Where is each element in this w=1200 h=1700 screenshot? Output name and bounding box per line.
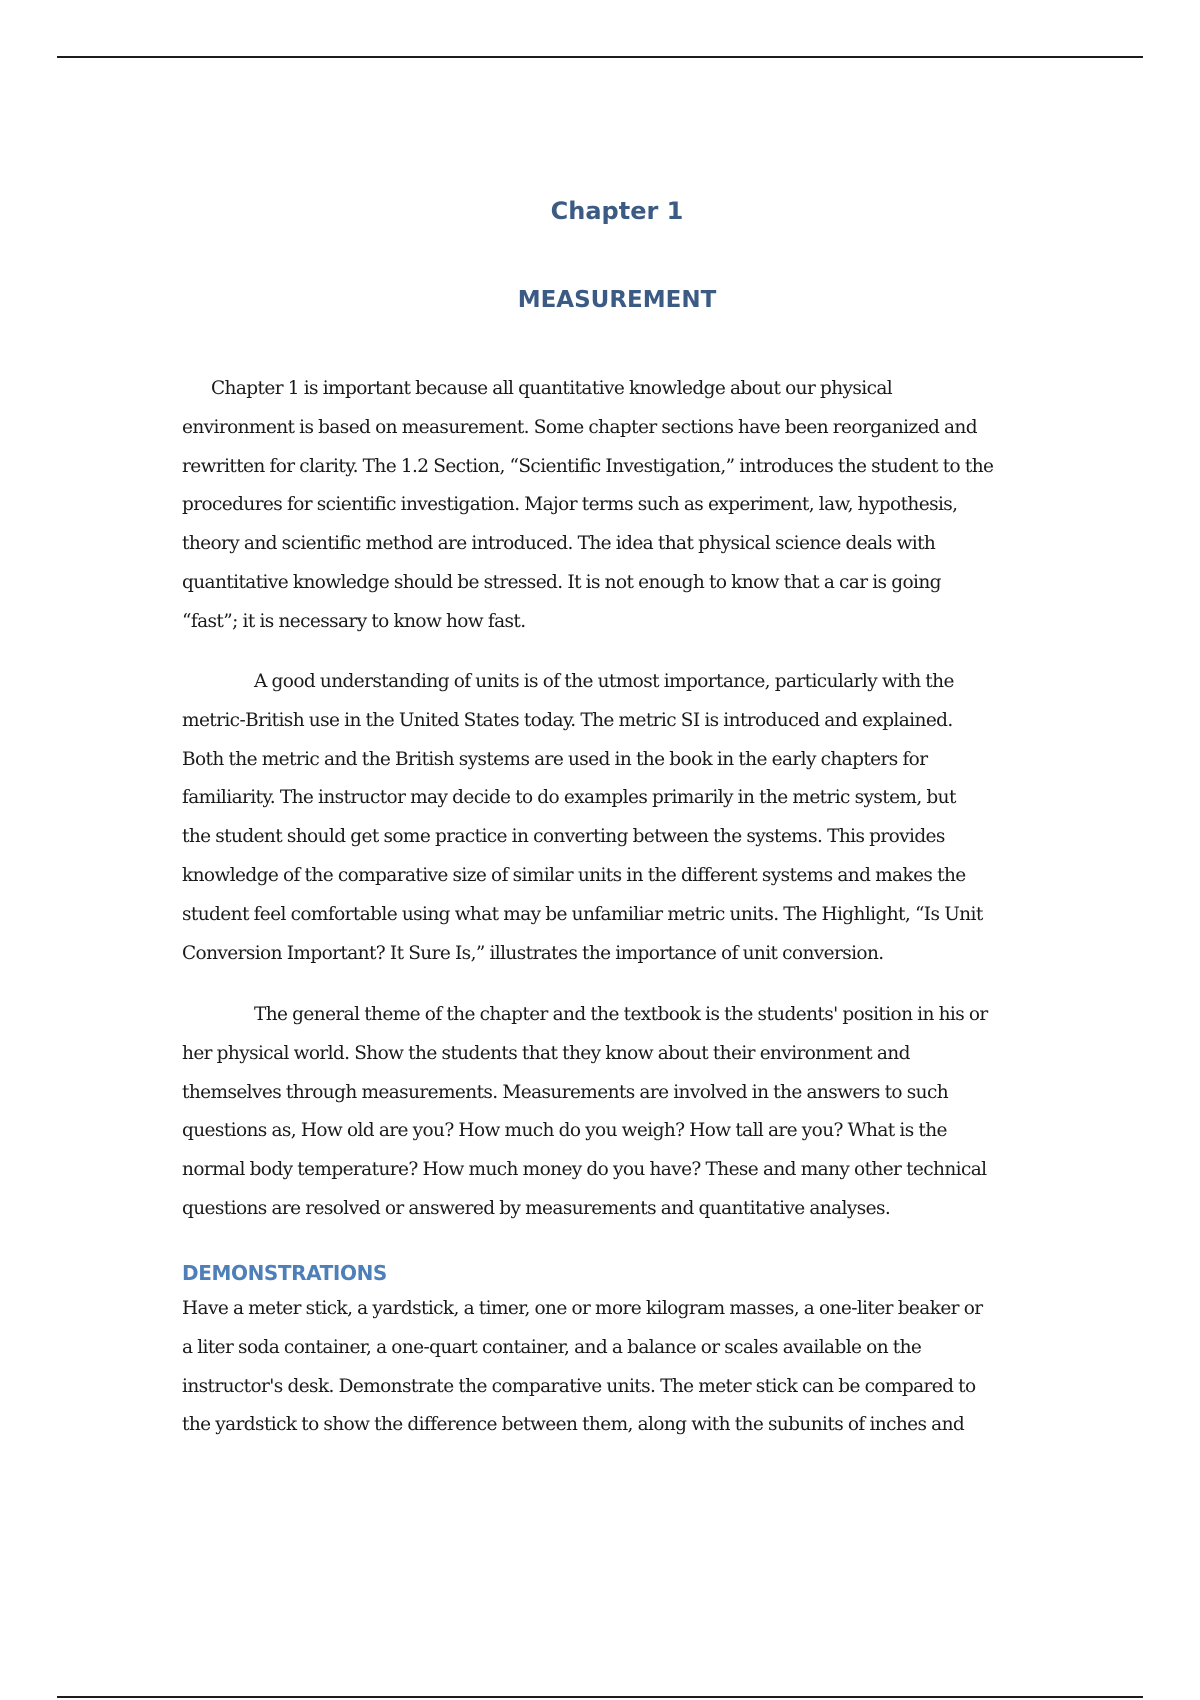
text-line: her physical world. Show the students that they know about their environment and [182, 1042, 910, 1064]
body-paragraph-3 [182, 996, 1062, 1229]
text-line: normal body temperature? How much money do you have? These and many other technical [182, 1159, 987, 1181]
text-line: “fast”; it is necessary to know how fast. [182, 610, 526, 632]
text-line: Chapter 1 is important because all quantitative knowledge about our physical [211, 378, 893, 399]
text-line: student feel comfortable using what may be unfamiliar metric units. The Highlight, “Is Unit [182, 903, 983, 925]
text-line: knowledge of the comparative size of similar units in the different systems and makes the [182, 864, 966, 886]
text-line: procedures for scientific investigation. Major terms such as experiment, law, hypothesis, [182, 494, 958, 516]
text-line: familiarity. The instructor may decide to do examples primarily in the metric system, but [182, 787, 956, 809]
text-line: Have a meter stick, a yardstick, a timer, one or more kilogram masses, a one-liter beaker or [182, 1298, 983, 1319]
body-paragraph-2 [182, 663, 1062, 973]
text-line: Conversion Important? It Sure Is,” illustrates the importance of unit conversion. [182, 942, 884, 964]
text-line: metric-British use in the United States today. The metric SI is introduced and explained. [182, 709, 953, 731]
text-line: The general theme of the chapter and the textbook is the students' position in his or [254, 1004, 988, 1025]
text-line: questions as, How old are you? How much do you weigh? How tall are you? What is the [182, 1120, 947, 1142]
text-line: instructor's desk. Demonstrate the comparative units. The meter stick can be compared to [182, 1375, 976, 1397]
text-line: questions are resolved or answered by measurements and quantitative analyses. [182, 1197, 891, 1219]
chapter-title: MEASUREMENT [517, 287, 717, 313]
text-line: the yardstick to show the difference between them, along with the subunits of inches and [182, 1414, 965, 1436]
text-line: quantitative knowledge should be stressed. It is not enough to know that a car is going [182, 571, 941, 593]
chapter-number: Chapter 1 [550, 197, 684, 225]
text-line: themselves through measurements. Measurements are involved in the answers to such [182, 1081, 949, 1103]
footer-rule [57, 1696, 1143, 1698]
text-line: environment is based on measurement. Some chapter sections have been reorganized and [182, 416, 977, 438]
text-line: a liter soda container, a one-quart container, and a balance or scales available on the [182, 1336, 922, 1358]
demonstrations-paragraph [182, 1290, 1062, 1445]
header-rule [57, 56, 1143, 58]
text-line: rewritten for clarity. The 1.2 Section, “Scientific Investigation,” introduces the student to the [182, 455, 994, 477]
section-heading-demonstrations: DEMONSTRATIONS [182, 1261, 387, 1285]
text-line: A good understanding of units is of the utmost importance, particularly with the [254, 671, 954, 692]
body-paragraph-1 [182, 370, 1062, 642]
text-line: Both the metric and the British systems are used in the book in the early chapters for [182, 748, 928, 770]
text-line: theory and scientific method are introduced. The idea that physical science deals with [182, 533, 936, 555]
text-line: the student should get some practice in converting between the systems. This provides [182, 826, 945, 848]
